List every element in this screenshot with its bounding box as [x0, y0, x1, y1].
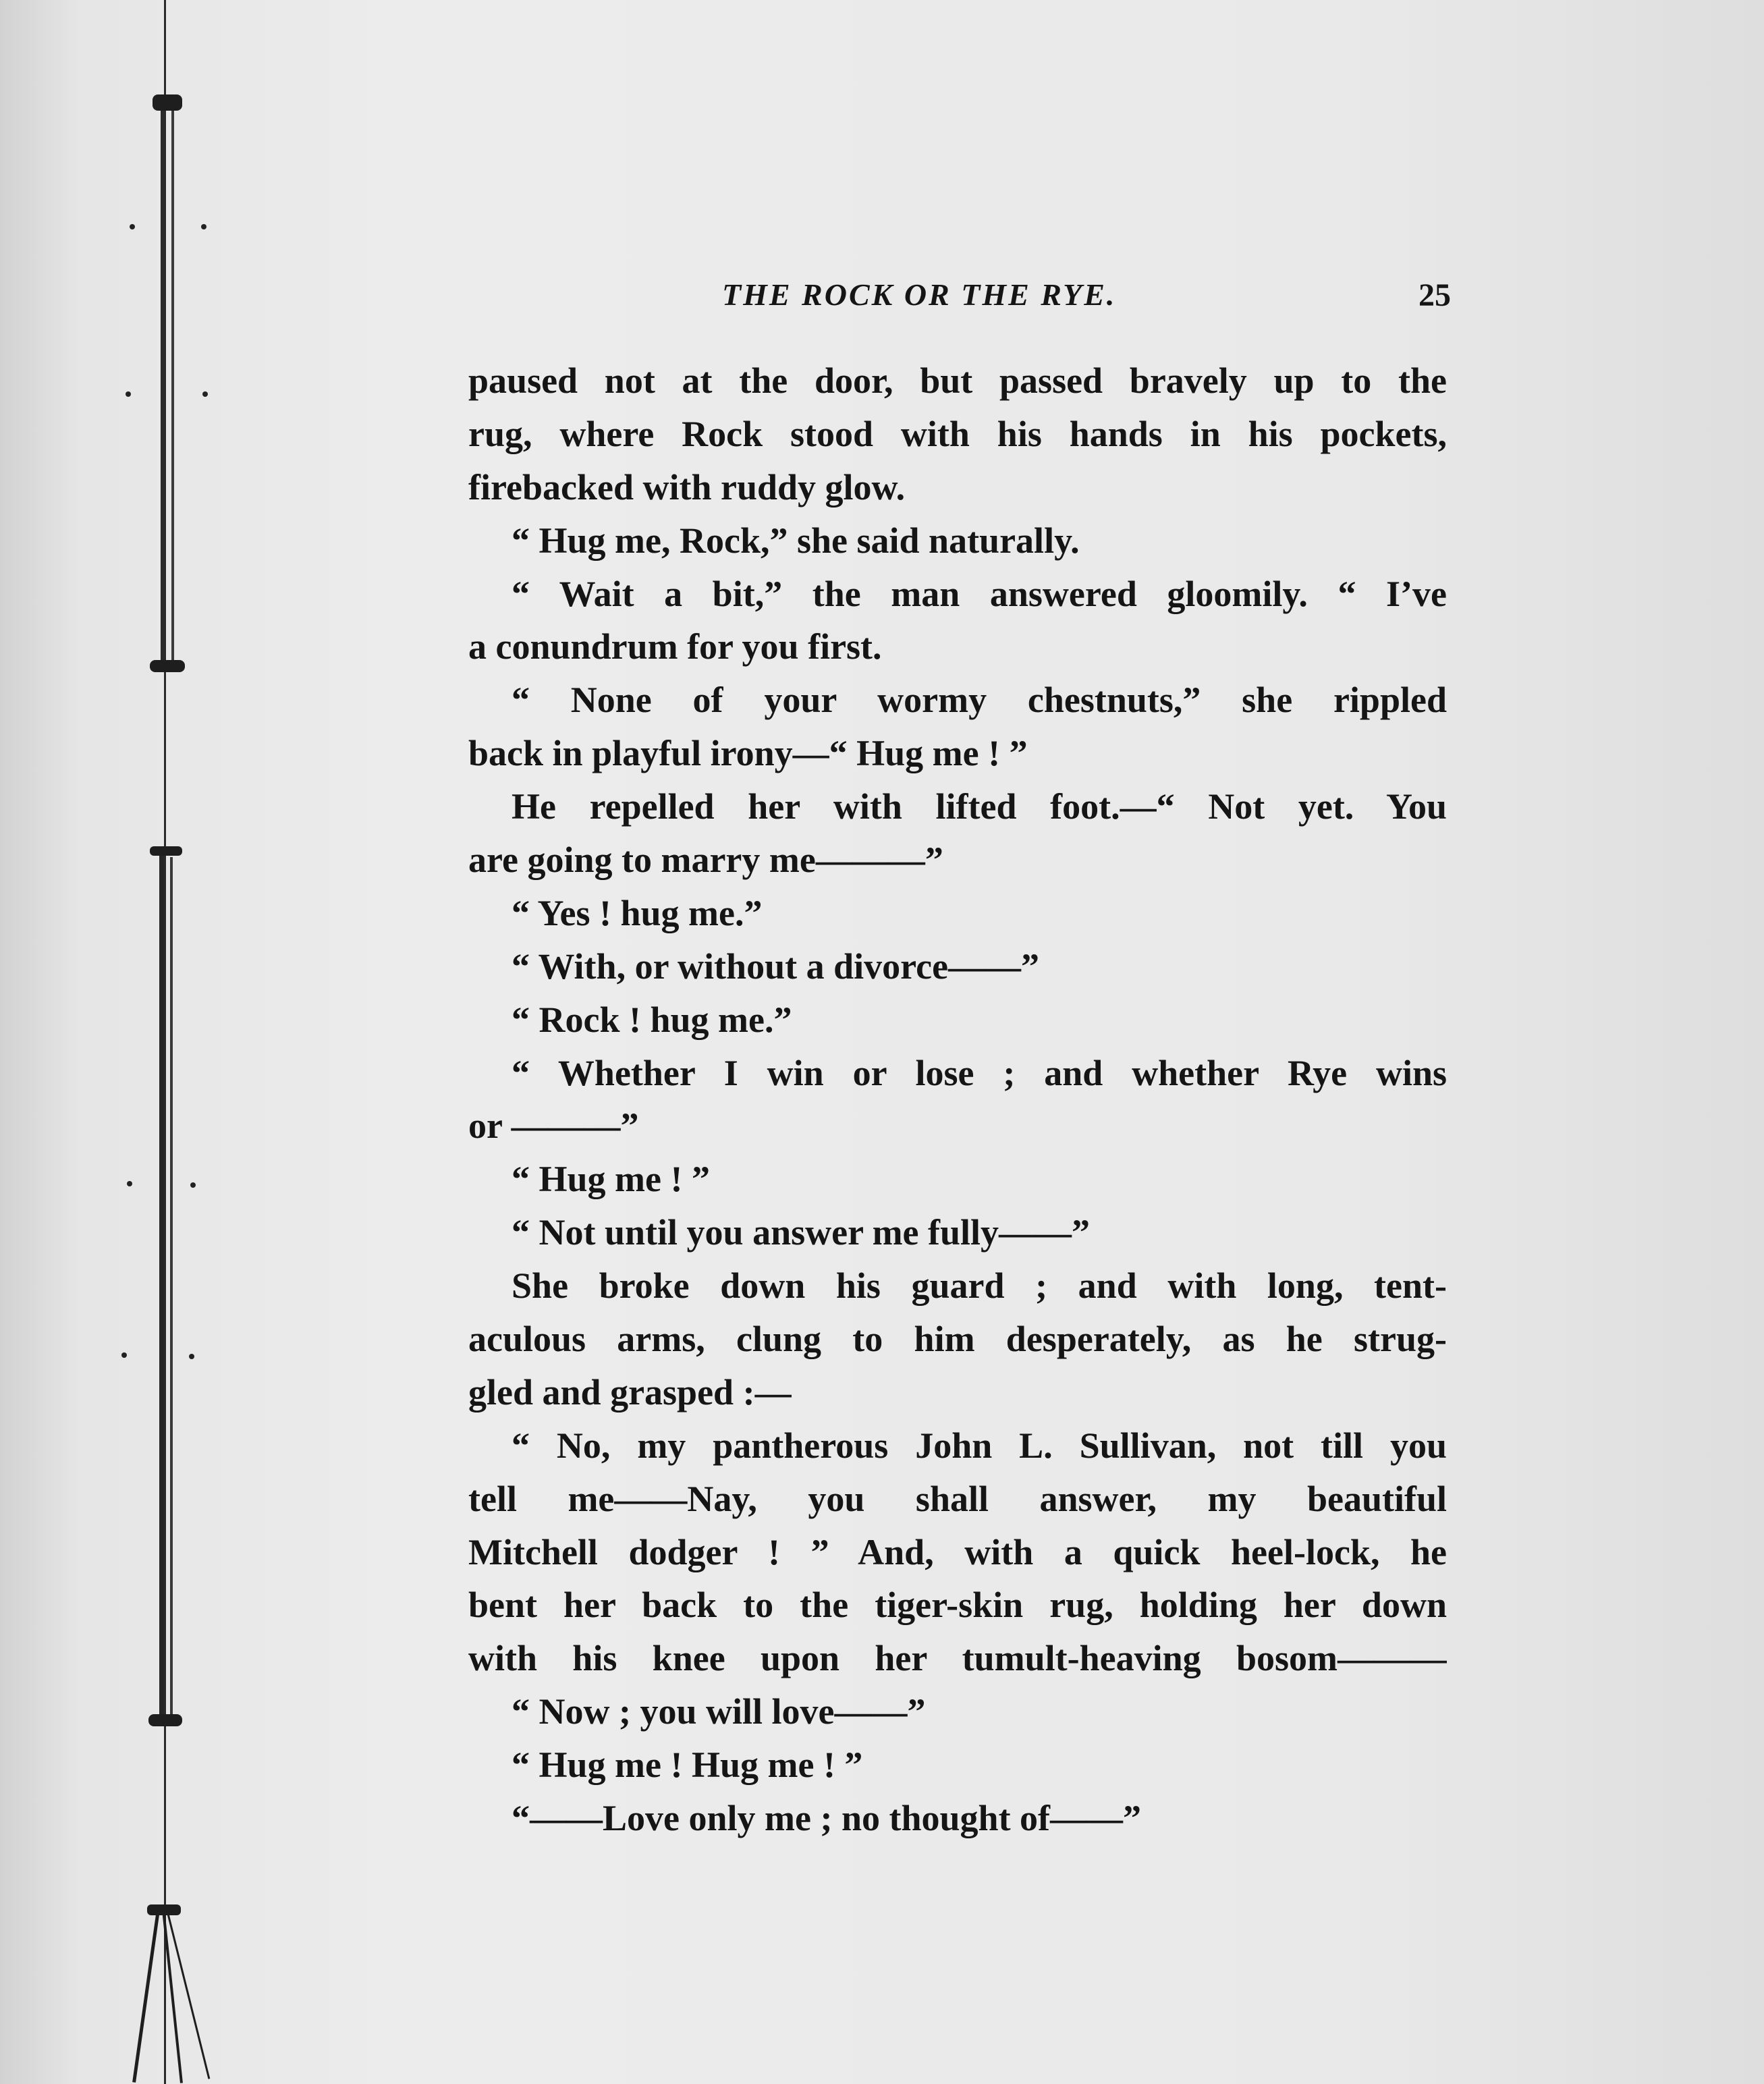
- stitch-hole: [189, 1354, 194, 1359]
- text-line: gled and grasped :—: [468, 1371, 792, 1413]
- stitch-hole: [127, 1181, 132, 1186]
- knot-lower-top: [150, 846, 182, 856]
- text-line: aculous arms, clung to him desperately, as he strug-: [468, 1319, 1447, 1360]
- page-header: [722, 277, 1451, 324]
- stitch-hole: [202, 391, 208, 397]
- text-line: “ Whether I win or lose ; and whether Rye wins: [512, 1052, 1447, 1093]
- text-line: “ Now ; you will love——”: [512, 1691, 926, 1732]
- text-line: paused not at the door, but passed bravely up to the: [468, 360, 1447, 401]
- thread-upper-2: [171, 101, 174, 668]
- text-line: rug, where Rock stood with his hands in his pockets,: [468, 413, 1447, 454]
- thread-lower-2: [170, 857, 173, 1721]
- thread-upper: [161, 94, 165, 668]
- knot-tassel: [147, 1904, 181, 1915]
- text-line: “ None of your wormy chestnuts,” she rippled: [512, 680, 1447, 721]
- text-line: “ Rock ! hug me.”: [512, 999, 792, 1040]
- text-line: She broke down his guard ; and with long, tent-: [512, 1265, 1447, 1307]
- text-line: Mitchell dodger ! ” And, with a quick heel-lock, he: [468, 1531, 1447, 1572]
- knot-upper: [153, 94, 182, 111]
- text-line: “ Not until you answer me fully——”: [512, 1212, 1091, 1253]
- text-line: firebacked with ruddy glow.: [468, 466, 906, 508]
- text-line: a conundrum for you first.: [468, 626, 882, 667]
- text-line: “——Love only me ; no thought of——”: [512, 1798, 1142, 1839]
- stitch-hole: [130, 224, 135, 229]
- thread-tassel-1: [132, 1910, 160, 2083]
- text-line: “ No, my pantherous John L. Sullivan, not till you: [512, 1425, 1447, 1466]
- text-line: “ Yes ! hug me.”: [512, 892, 763, 933]
- stitch-hole: [190, 1182, 196, 1188]
- text-line: back in playful irony—“ Hug me ! ”: [468, 733, 1028, 774]
- text-line: are going to marry me———”: [468, 840, 943, 881]
- text-line: with his knee upon her tumult-heaving bosom———: [468, 1638, 1447, 1679]
- knot-mid: [150, 660, 185, 672]
- stitch-hole: [121, 1352, 127, 1358]
- thread-lower: [159, 852, 164, 1722]
- text-line: “ Hug me, Rock,” she said naturally.: [512, 520, 1080, 561]
- text-line: bent her back to the tiger-skin rug, holding her down: [468, 1585, 1447, 1626]
- page-number: 25: [1418, 277, 1451, 313]
- stitch-hole: [126, 391, 131, 397]
- knot-lower-bottom: [148, 1714, 182, 1726]
- text-line: “ Wait a bit,” the man answered gloomily. “ I’ve: [512, 573, 1447, 614]
- text-line: “ Hug me ! Hug me ! ”: [512, 1745, 863, 1786]
- running-head: THE ROCK OR THE RYE.: [722, 277, 1117, 312]
- body-text: [468, 354, 1447, 1845]
- text-line: or ———”: [468, 1105, 639, 1147]
- text-line: “ With, or without a divorce——”: [512, 945, 1040, 987]
- text-line: “ Hug me ! ”: [512, 1159, 710, 1200]
- text-line: He repelled her with lifted foot.—“ Not yet. You: [512, 786, 1447, 827]
- text-line: tell me——Nay, you shall answer, my beautiful: [468, 1478, 1447, 1519]
- binding-stitching: [0, 0, 229, 2084]
- stitch-hole: [201, 224, 206, 229]
